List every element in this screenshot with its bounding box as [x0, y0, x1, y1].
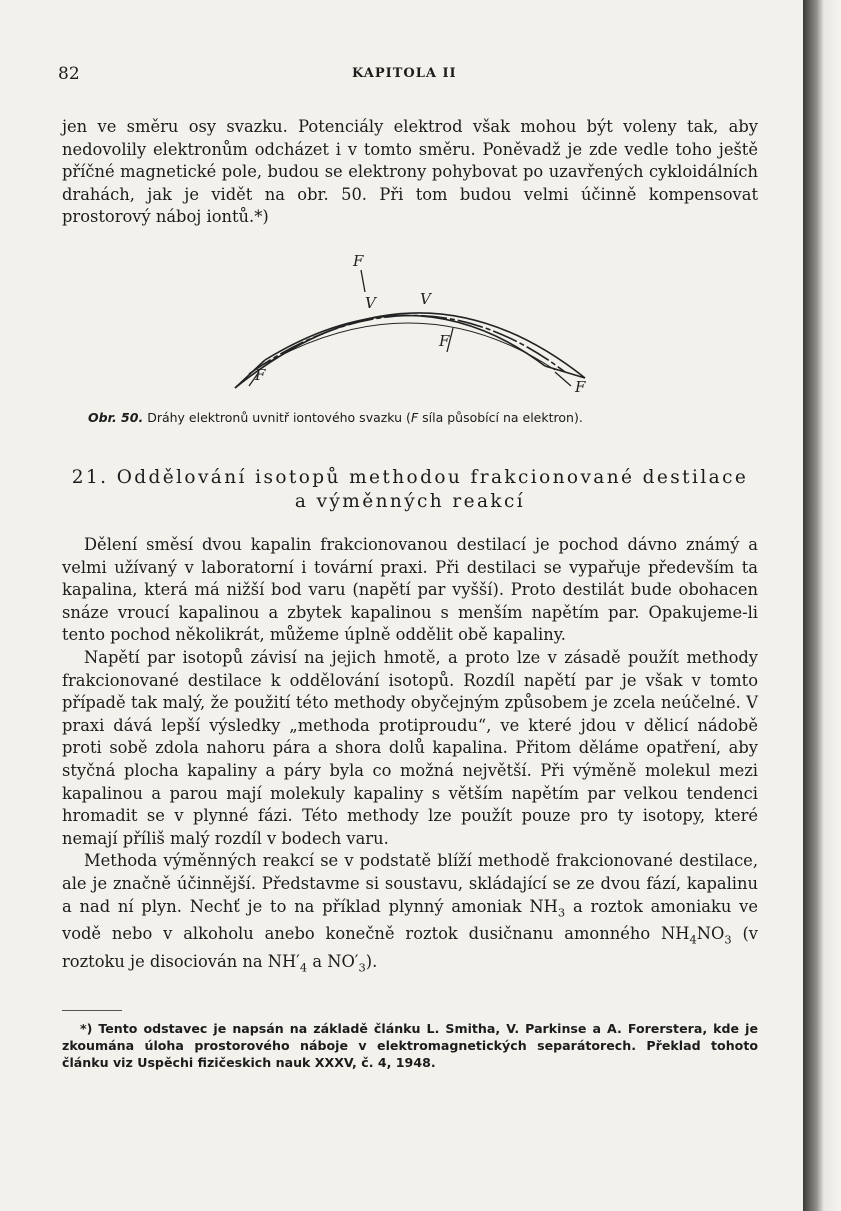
running-head: KAPITOLA II — [352, 66, 457, 81]
caption-text: Dráhy elektronů uvnitř iontového svazku ( — [147, 410, 411, 425]
footnote-reference: *) — [254, 207, 269, 227]
body-text — [62, 534, 758, 979]
figure-label-f-top: F — [353, 252, 364, 270]
figure-label-f-right: F — [575, 378, 586, 396]
force-arrow-right — [555, 372, 571, 386]
force-arrow-top — [361, 270, 365, 292]
paragraph-1: Dělení směsí dvou kapalin frakcionovanou destilací je pochod dávno známý a velmi užívaný v laboratorní i tovární praxi. Při destilaci se vypařuje především ta kapalina, která má nižší bod varu (napětí par vyšší). Proto destilát bude obohacen snáze vroucí kapalinou a zbytek kapalinou s menším napětím par. Opakujeme-li tento pochod několikrát, můžeme úplně oddělit obě kapaliny. — [62, 535, 758, 645]
figure-label-v-right: V — [420, 290, 431, 308]
figure-label-f-middle: F — [439, 332, 450, 350]
top-paragraph — [62, 116, 758, 229]
section-heading — [62, 466, 758, 514]
footnote — [62, 1020, 758, 1071]
beam-right-tip — [545, 366, 585, 378]
section-heading-line2: a výměnných reakcí — [294, 491, 526, 512]
electron-path-lower — [261, 323, 555, 370]
footnote-mark: *) — [80, 1021, 93, 1036]
top-paragraph-text: jen ve směru osy svazku. Potenciály elektrod však mohou být voleny tak, aby nedovolily elektronům odcházet i v tomto směru. Poněvadž je zde vedle toho ještě příčné magnetické pole, budou se elektrony pohybovat po uzavřených cykloidálních drahách, jak je vidět na obr. 50. Při tom budou velmi účinně kompensovat prostorový náboj iontů. — [62, 117, 758, 227]
figure-label-f-left: F — [255, 366, 266, 384]
figure-label-v-left: V — [365, 294, 376, 312]
book-spine-shadow — [803, 0, 841, 1211]
page-number: 82 — [58, 64, 80, 84]
electron-path-upper — [249, 315, 565, 374]
footnote-divider — [62, 1010, 122, 1011]
figure-electron-paths — [225, 248, 605, 408]
caption-label: Obr. 50. — [88, 410, 144, 425]
caption-symbol: F — [410, 410, 419, 425]
figure-caption — [88, 410, 768, 425]
caption-text-after: síla působící na elektron). — [418, 410, 583, 425]
footnote-text: Tento odstavec je napsán na základě článku L. Smitha, V. Parkinse a A. Forerstera, kde je zkoumána úloha prostorového náboje v elektromagnetických separátorech. Překlad tohoto článku viz Uspěchi fizičeskich nauk XXXV, č. 4, 1948. — [62, 1021, 758, 1070]
paragraph-3: Methoda výměnných reakcí se v podstatě blíží methodě frakcionované destilace, ale je značně účinnější. Představme si soustavu, skládající se ze dvou fází, kapalinu a nad ní plyn. Nechť je to na příklad plynný amoniak $NH_3$ a roztok amoniaku ve vodě nebo v alkoholu anebo konečně roztok dusičnanu amonného $NH_4NO_3$ (v roztoku je disociován na $NH'_4$ a $NO'_3$). — [62, 851, 758, 975]
section-heading-line1: 21. Oddělování isotopů methodou frakcionované destilace — [71, 467, 749, 488]
paragraph-2: Napětí par isotopů závisí na jejich hmotě, a proto lze v zásadě použít methody frakcionované destilace k oddělování isotopů. Rozdíl napětí par je však v tomto případě tak malý, že použití této methody obyčejným způsobem je zcela neúčelné. V praxi dává lepší výsledky „methoda protiproudu“, ve které jdou v dělicí nádobě proti sobě zdola nahoru pára a shora dolů kapalina. Přitom děláme opatření, aby styčná plocha kapaliny a páry byla co možná největší. Při výměně molekul mezi kapalinou a parou mají molekuly kapaliny s větším napětím par velkou tendenci hromadit se v plynné fázi. Této methody lze použít pouze pro ty isotopy, které nemají příliš malý rozdíl v bodech varu. — [62, 647, 758, 848]
